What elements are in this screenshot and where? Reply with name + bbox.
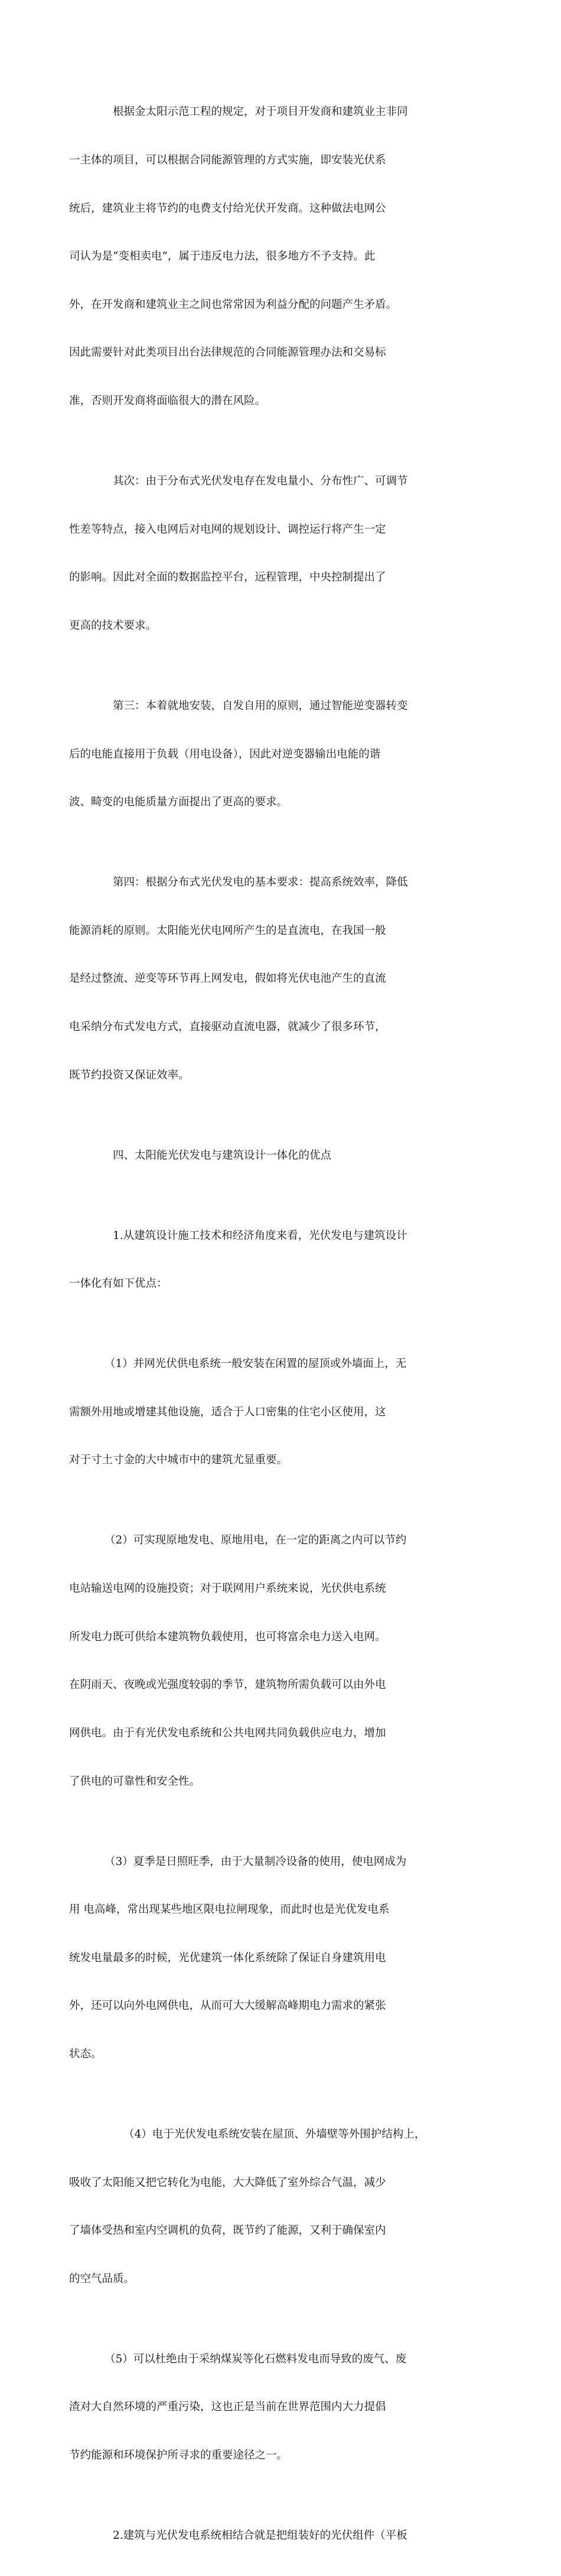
- text-line: 因此需要针对此类项目出台法律规范的合同能源管理办法和交易标: [69, 346, 386, 359]
- text-line: 既节约投资又保证效率。: [69, 1069, 190, 1081]
- paragraph-advantage-5: [69, 2319, 477, 2495]
- paragraph-advantage-2: [69, 1500, 477, 1821]
- text-line: 网供电。由于有光伏发电系统和公共电网共同负载供应电力，增加: [69, 1726, 386, 1739]
- text-line: 状态。: [69, 2047, 102, 2060]
- text-line: 第四：根据分布式光伏发电的基本要求：提高系统效率，降低: [113, 876, 408, 889]
- text-line: 能源消耗的原则。太阳能光伏电网所产生的是直流电，在我国一般: [69, 924, 386, 937]
- paragraph-second: [69, 441, 477, 666]
- text-line: 1.从建筑设计施工技术和经济角度来看，光伏发电与建筑设计: [113, 1229, 407, 1242]
- text-line: 准，否则开发商将面临很大的潜在风险。: [69, 395, 266, 408]
- document-body: [69, 72, 477, 2576]
- text-line: 第三：本着就地安装，自发自用的原则，通过智能逆变器转变: [113, 699, 408, 712]
- paragraph-advantage-3: [69, 1821, 477, 2094]
- text-line: 的空气品质。: [69, 2272, 135, 2285]
- text-line: 后的电能直接用于负载（用电设备），因此对逆变器输出电能的谐: [69, 748, 381, 761]
- text-line: （3）夏季是日照旺季，由于大量制冷设备的使用，使电网成为: [105, 1855, 407, 1868]
- text-line: 电站输送电网的设施投资；对于联网用户系统来说，光伏供电系统: [69, 1582, 386, 1595]
- text-line: （4）电于光伏发电系统安装在屋顶、外墙壁等外围护结构上，: [123, 2128, 426, 2141]
- text-line: 一主体的项目，可以根据合同能源管理的方式实施，即安装光伏系: [69, 154, 386, 167]
- text-line: 2.建筑与光伏发电系统相结合就是把组装好的光伏组件（平板: [113, 2529, 407, 2542]
- text-line: 了供电的可靠性和安全性。: [69, 1775, 201, 1788]
- text-line: （1）并网光伏供电系统一般安装在闲置的屋顶或外墙面上，无: [105, 1358, 407, 1371]
- text-line: 统后，建筑业主将节约的电费支付给光伏开发商。这种做法电网公: [69, 202, 386, 215]
- heading-line: 四、太阳能光伏发电与建筑设计一体化的优点: [113, 1149, 332, 1162]
- text-line: 对于寸土寸金的大中城市中的建筑尤显重要。: [69, 1454, 288, 1467]
- text-line: 的影响。因此对全面的数据监控平台，远程管理，中央控制提出了: [69, 571, 386, 584]
- text-line: 更高的技术要求。: [69, 619, 157, 632]
- text-line: 节约能源和环境保护所寻求的重要途径之一。: [69, 2449, 288, 2462]
- text-line: 司认为是“变相卖电”，属于违反电力法，很多地方不予支持。此: [69, 250, 376, 263]
- text-line: 所发电力既可供给本建筑物负载使用，也可将富余电力送入电网。: [69, 1630, 386, 1643]
- text-line: （5）可以杜绝由于采纳煤炭等化石燃料发电而导致的废气、废: [105, 2352, 407, 2365]
- text-line: 在阴雨天、夜晚或光强度较弱的季节，建筑物所需负载可以由外电: [69, 1679, 386, 1692]
- paragraph-advantage-1: [69, 1324, 477, 1500]
- paragraph-advantage-4: [69, 2095, 477, 2319]
- text-line: （2）可实现原地发电、原地用电，在一定的距离之内可以节约: [105, 1534, 407, 1547]
- text-line: 渣对大自然环境的严重污染，这也正是当前在世界范围内大力提倡: [69, 2401, 386, 2414]
- paragraph-item-2: [69, 2496, 477, 2576]
- paragraph-item-1: [69, 1195, 477, 1324]
- section-heading: [69, 1115, 477, 1195]
- text-line: 需额外用地或增建其他设施，适合于人口密集的住宅小区使用，这: [69, 1405, 386, 1418]
- text-line: 根据金太阳示范工程的规定，对于项目开发商和建筑业主非同: [113, 106, 408, 119]
- text-line: 外，还可以向外电网供电，从而可大大缓解高峰期电力需求的紧张: [69, 2000, 386, 2013]
- text-line: 性差等特点，接入电网后对电网的规划设计、调控运行将产生一定: [69, 523, 386, 536]
- text-line: 波、畸变的电能质量方面提出了更高的要求。: [69, 796, 288, 809]
- text-line: 用 电高峰，常出现某些地区限电拉闸现象，而此时也是光优发电系: [69, 1903, 390, 1916]
- text-line: 是经过整流、逆变等环节再上网发电，假如将光伏电池产生的直流: [69, 972, 386, 985]
- text-line: 了墙体受热和室内空调机的负荷，既节约了能源，又利于确保室内: [69, 2224, 386, 2237]
- text-line: 外，在开发商和建筑业主之间也常常因为利益分配的问题产生矛盾。: [69, 298, 397, 311]
- text-line: 电采纳分布式发电方式，直接驱动直流电器，就减少了很多环节，: [69, 1020, 386, 1033]
- paragraph-fourth: [69, 843, 477, 1115]
- text-line: 一体化有如下优点：: [69, 1277, 168, 1290]
- text-line: 其次：由于分布式光伏发电存在发电量小、分布性广、可调节: [113, 475, 408, 488]
- text-line: 统发电量最多的时候，光优建筑一体化系统除了保证自身建筑用电: [69, 1951, 386, 1964]
- paragraph-contract-energy: [69, 72, 477, 441]
- paragraph-third: [69, 666, 477, 843]
- text-line: 吸收了太阳能又把它转化为电能，大大降低了室外综合气温，减少: [69, 2176, 386, 2189]
